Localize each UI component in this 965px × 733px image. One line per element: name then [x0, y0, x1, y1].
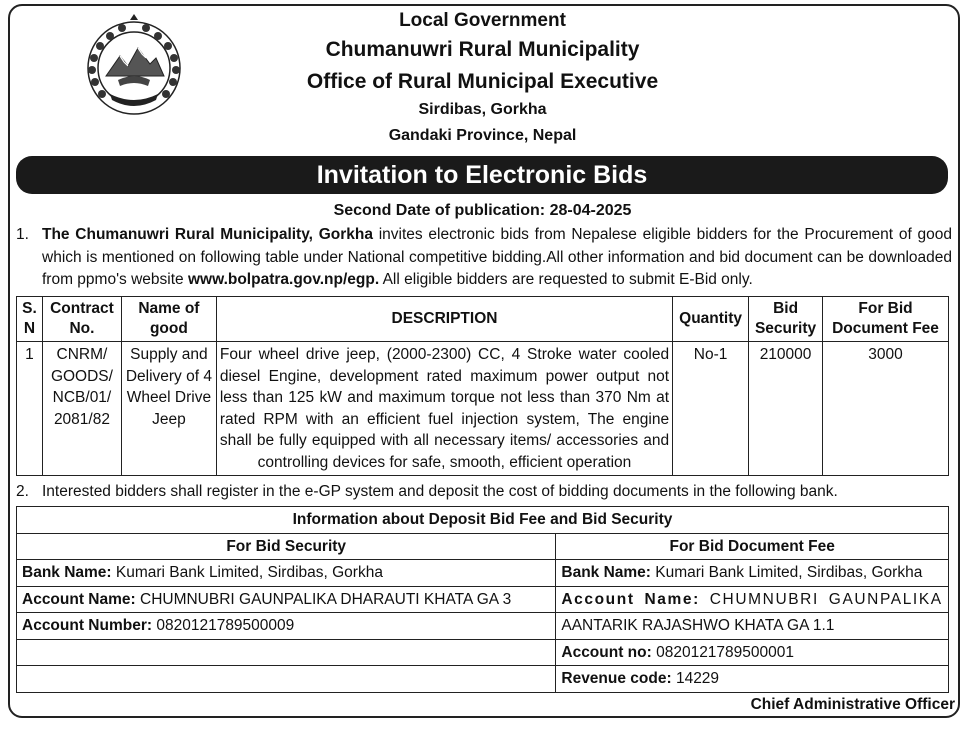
- fee-bank-name: Bank Name: Kumari Bank Limited, Sirdibas, Gorkha: [556, 560, 949, 587]
- cell-bid-security: 210000: [749, 342, 823, 476]
- header-address: Sirdibas, Gorkha: [418, 101, 547, 118]
- security-account-name: Account Name: CHUMNUBRI GAUNPALIKA DHARAUTI KHATA GA 3: [17, 586, 556, 613]
- header-document-fee: For Bid Document Fee: [823, 297, 949, 342]
- header-contract-no: Contract No.: [42, 297, 121, 342]
- bank-table-title: Information about Deposit Bid Fee and Bid Security: [17, 507, 949, 534]
- header-municipality-name: Chumanuwri Rural Municipality: [325, 38, 640, 61]
- header-bid-security: Bid Security: [749, 297, 823, 342]
- cell-document-fee: 3000: [823, 342, 949, 476]
- header-name-of-good: Name of good: [121, 297, 216, 342]
- header-office-name: Office of Rural Municipal Executive: [306, 70, 659, 93]
- signoff-title: Chief Administrative Officer: [750, 696, 955, 713]
- cell-contract-no: CNRM/ GOODS/ NCB/01/ 2081/82: [42, 342, 121, 476]
- paragraph-registration: [16, 481, 952, 504]
- fee-account-name: Account Name: CHUMNUBRI GAUNPALIKA: [556, 586, 949, 613]
- header-province: Gandaki Province, Nepal: [388, 127, 577, 144]
- cell-sn: 1: [17, 342, 43, 476]
- bid-security-heading: For Bid Security: [17, 533, 556, 560]
- fee-account-number: Account no: 0820121789500001: [556, 639, 949, 666]
- fee-account-name-continued: AANTARIK RAJASHWO KHATA GA 1.1: [556, 613, 949, 640]
- notice-title-banner: Invitation to Electronic Bids: [16, 156, 948, 194]
- cell-quantity: No-1: [673, 342, 749, 476]
- publication-date: Second Date of publication: 28-04-2025: [333, 202, 632, 219]
- bid-table: [16, 296, 949, 476]
- paragraph-text: invites electronic bids from Nepalese eligible bidders for the Procurement of good which is mentioned on following table under National competitive bidding.All other information and bid document can be downloaded from ppmo's website: [42, 226, 952, 288]
- empty-cell: [17, 639, 556, 666]
- header-description: DESCRIPTION: [216, 297, 672, 342]
- paragraph-text: Interested bidders shall register in the e-GP system and deposit the cost of bidding documents in the following bank.: [42, 483, 838, 500]
- fee-revenue-code: Revenue code: 14229: [556, 666, 949, 693]
- paragraph-lead: The Chumanuwri Rural Municipality, Gorkha: [42, 226, 373, 243]
- empty-cell: [17, 666, 556, 693]
- bank-info-table: [16, 506, 949, 693]
- header-local-government: Local Government: [399, 10, 566, 31]
- document-fee-heading: For Bid Document Fee: [556, 533, 949, 560]
- security-bank-name: Bank Name: Kumari Bank Limited, Sirdibas, Gorkha: [17, 560, 556, 587]
- bid-table-header-row: [17, 297, 949, 342]
- header-sn: S. N: [17, 297, 43, 342]
- paragraph-number: 2.: [16, 483, 29, 500]
- paragraph-invitation: [16, 224, 952, 292]
- cell-name-of-good: Supply and Delivery of 4 Wheel Drive Jeep: [121, 342, 216, 476]
- paragraph-text-end: All eligible bidders are requested to submit E-Bid only.: [379, 271, 753, 288]
- security-account-number: Account Number: 0820121789500009: [17, 613, 556, 640]
- website-link[interactable]: www.bolpatra.gov.np/egp.: [187, 271, 380, 288]
- table-row: [17, 342, 949, 476]
- header-quantity: Quantity: [673, 297, 749, 342]
- cell-description: Four wheel drive jeep, (2000-2300) CC, 4 Stroke water cooled diesel Engine, development rated maximum power output not less than 125 kW and maximum torque not less than 370 Nm at rated RPM with an efficient fuel injection system, The engine shall be fully equipped with all necessary items/ accessories and controlling devices for safe, smooth, efficient operation: [216, 342, 672, 476]
- paragraph-number: 1.: [16, 226, 29, 243]
